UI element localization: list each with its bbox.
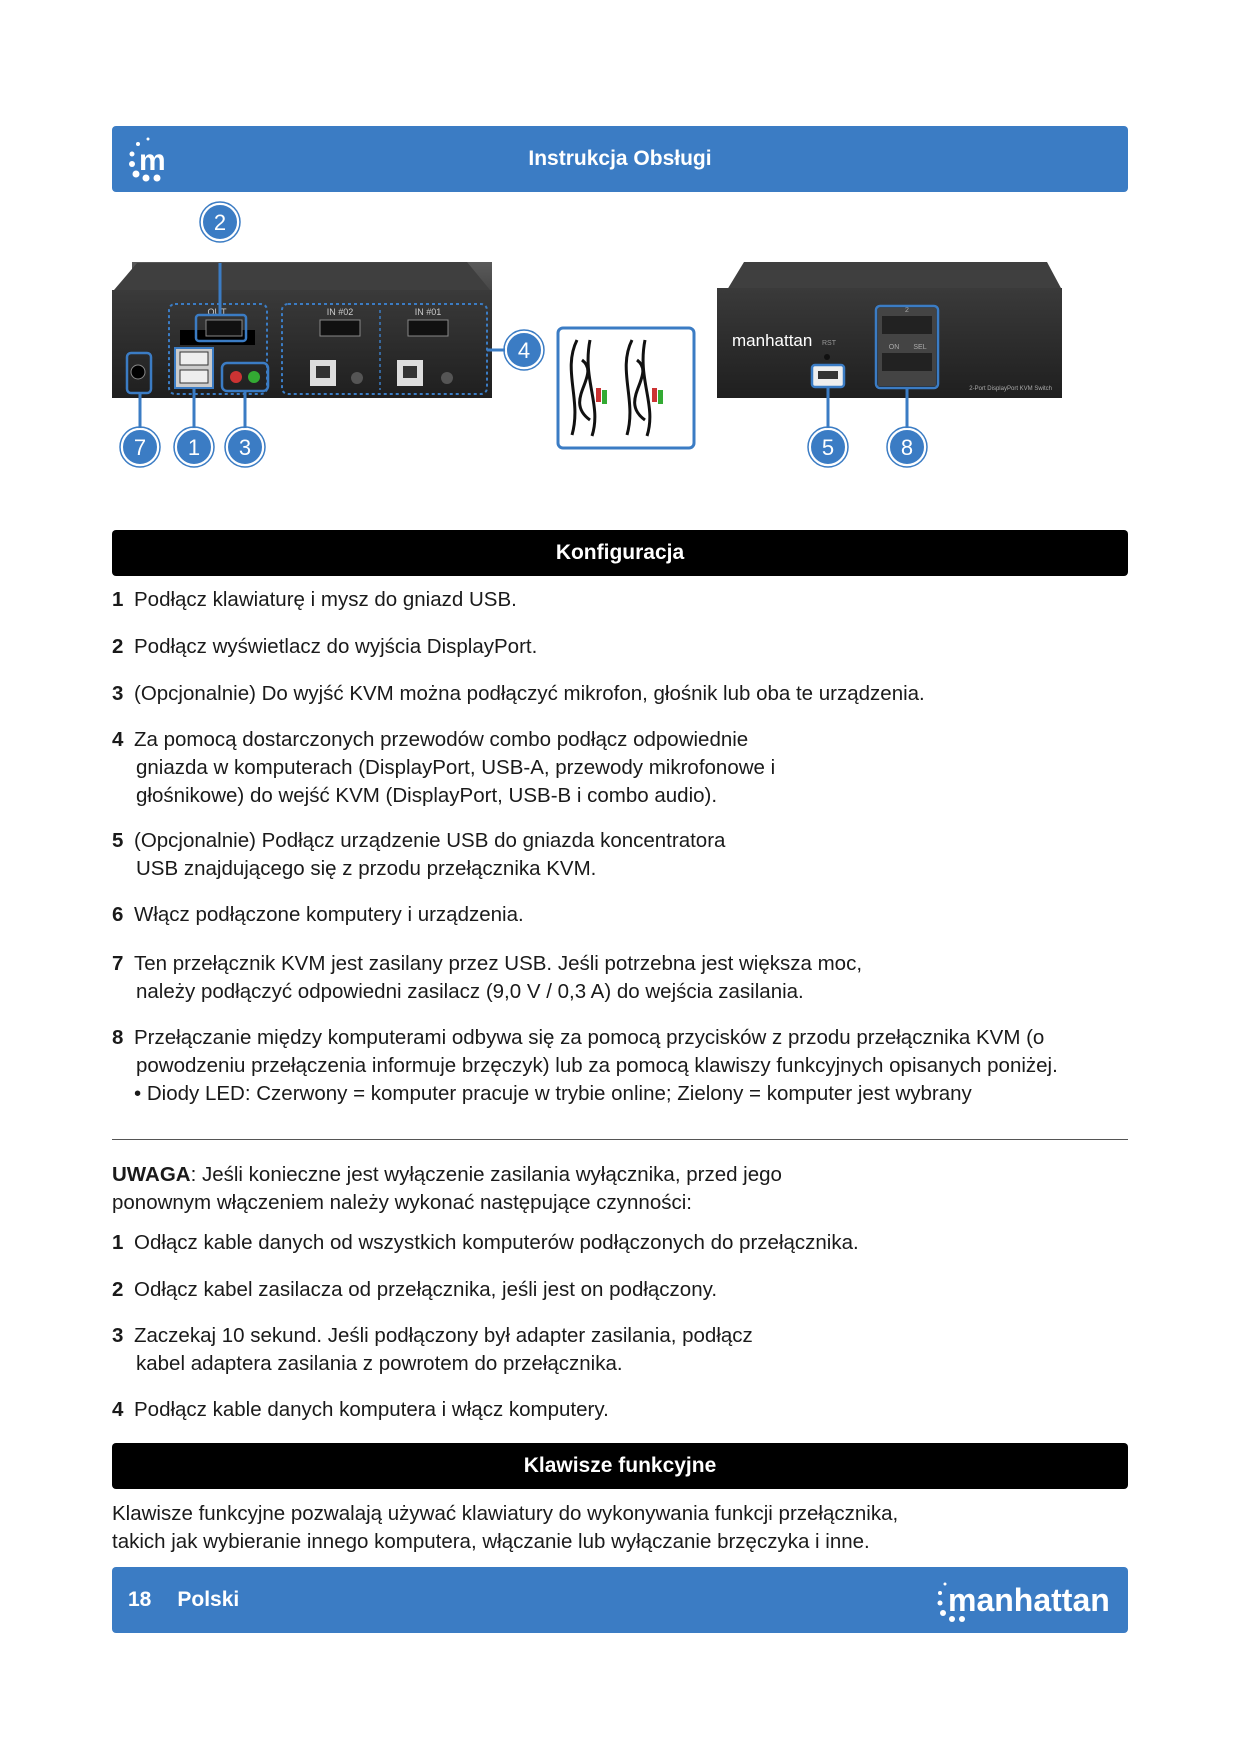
section-konfiguracja: Konfiguracja [112, 530, 1128, 576]
config-step-6: 6 Włącz podłączone komputery i urządzenia. [112, 903, 524, 926]
section-klawisze-funkcyjne: Klawisze funkcyjne [112, 1443, 1128, 1489]
callout-7 [120, 427, 160, 467]
front-brand-label: manhattan [732, 331, 813, 350]
in02-port-label: IN #02 [326, 307, 354, 317]
note-step-2: 2 Odłącz kabel zasilacza od przełącznika, jeśli jest on podłączony. [112, 1278, 718, 1301]
button-on-label: ON [888, 344, 900, 351]
footer-bar [112, 1567, 1128, 1633]
function-keys-intro: Klawisze funkcyjne pozwalają używać klawiatury do wykonywania funkcji przełącznika, takich jak wybieranie innego komputera, włączanie lub wyłączanie brzęczyka i inne. [112, 1502, 899, 1553]
combo-cables [558, 328, 694, 448]
svg-text:7: 7 [133, 435, 147, 460]
language-label: Polski [177, 1588, 240, 1611]
svg-text:m: m [139, 144, 166, 177]
config-step-5: 5 (Opcjonalnie) Podłącz urządzenie USB do gniazda koncentratora USB znajdującego się z przodu przełącznika KVM. [112, 829, 726, 880]
note-step-4: 4 Podłącz kable danych komputera i włącz komputery. [112, 1398, 609, 1421]
svg-text:5: 5 [821, 435, 835, 460]
manhattan-m-logo-icon [126, 134, 178, 184]
note-step-3: 3 Zaczekaj 10 sekund. Jeśli podłączony był adapter zasilania, podłącz kabel adaptera zasilania z powrotem do przełącznika. [112, 1324, 753, 1375]
rst-label: RST [822, 340, 836, 347]
note-paragraph: UWAGA: Jeśli konieczne jest wyłączenie zasilania wyłącznika, przed jego ponownym włączeniem należy wykonać następujące czynności: [112, 1163, 782, 1214]
svg-text:2: 2 [213, 210, 227, 235]
button-2-label: 2 [905, 307, 909, 314]
led-bullet: • Diody LED: Czerwony = komputer pracuje w trybie online; Zielony = komputer jest wybrany [134, 1082, 972, 1105]
svg-text:3: 3 [238, 435, 252, 460]
out-port-label: OUT [207, 307, 227, 317]
note-step-1: 1 Odłącz kable danych od wszystkich komputerów podłączonych do przełącznika. [112, 1231, 859, 1254]
config-step-7: 7 Ten przełącznik KVM jest zasilany przez USB. Jeśli potrzebna jest większa moc, należy podłączyć odpowiedni zasilacz (9,0 V / 0,3 A) do wejścia zasilania. [112, 952, 863, 1003]
svg-text:8: 8 [900, 435, 914, 460]
header-bar [112, 126, 1128, 192]
callout-8 [887, 427, 927, 467]
page-number: 18 [128, 1588, 152, 1611]
svg-text:manhattan: manhattan [948, 1582, 1110, 1618]
svg-text:4: 4 [517, 338, 531, 363]
config-step-1: 1 Podłącz klawiaturę i mysz do gniazd USB. [112, 588, 517, 611]
callout-1 [174, 427, 214, 467]
divider [112, 1139, 1128, 1140]
config-step-4: 4 Za pomocą dostarczonych przewodów combo podłącz odpowiednie gniazda w komputerach (DisplayPort, USB-A, przewody mikrofonowe i głośnikowe) do wejść KVM (DisplayPort, USB-B i combo audio). [112, 728, 776, 807]
button-sel-label: SEL [913, 344, 927, 351]
kvm-switch-figure [112, 200, 1128, 520]
kvm-rear-panel [112, 262, 507, 398]
product-label: 2-Port DisplayPort KVM Switch [969, 386, 1052, 392]
manhattan-logo-icon [934, 1575, 1114, 1625]
callout-4 [504, 330, 544, 370]
svg-text:1: 1 [187, 435, 201, 460]
config-step-2: 2 Podłącz wyświetlacz do wyjścia DisplayPort. [112, 635, 538, 658]
page-title: Instrukcja Obsługi [528, 147, 712, 170]
config-step-3: 3 (Opcjonalnie) Do wyjść KVM można podłączyć mikrofon, głośnik lub oba te urządzenia. [112, 682, 925, 705]
callout-5 [808, 427, 848, 467]
kvm-front-panel [717, 262, 1062, 430]
callout-2 [200, 202, 240, 242]
callout-3 [225, 427, 265, 467]
in01-port-label: IN #01 [414, 307, 442, 317]
config-step-8: 8 Przełączanie między komputerami odbywa się za pomocą przycisków z przodu przełącznika KVM (o powodzeniu przełączenia informuje brzęczyk) lub za pomocą klawiszy funkcyjnych opisanych poniżej. • Diody LED: Czerwony = komputer pracuje w trybie online; Zielony = komputer jest wybrany [112, 1024, 1122, 1108]
